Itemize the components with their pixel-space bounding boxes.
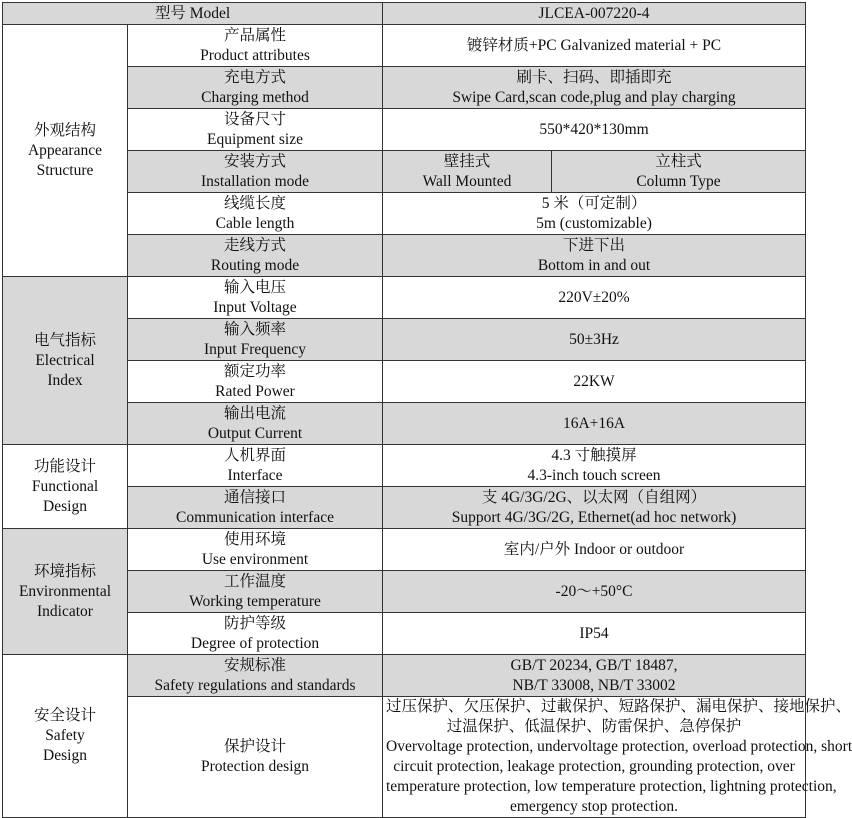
param-working-temperature: 工作温度 Working temperature (128, 571, 383, 613)
value-working-temperature: -20～+50°C (383, 571, 806, 613)
param-charging-method: 充电方式 Charging method (128, 67, 383, 109)
value-communication: 支 4G/3G/2G、以太网（自组网） Support 4G/3G/2G, Ethernet(ad hoc network) (383, 487, 806, 529)
param-installation-mode: 安装方式 Installation mode (128, 151, 383, 193)
param-rated-power: 额定功率 Rated Power (128, 361, 383, 403)
param-input-frequency: 输入频率 Input Frequency (128, 319, 383, 361)
value-column-type: 立柱式 Column Type (552, 151, 806, 193)
value-input-frequency: 50±3Hz (383, 319, 806, 361)
category-functional: 功能设计 Functional Design (3, 445, 128, 529)
value-use-environment: 室内/户外 Indoor or outdoor (383, 529, 806, 571)
value-wall-mounted: 壁挂式 Wall Mounted (383, 151, 552, 193)
value-interface: 4.3 寸触摸屏 4.3-inch touch screen (383, 445, 806, 487)
value-output-current: 16A+16A (383, 403, 806, 445)
value-input-voltage: 220V±20% (383, 277, 806, 319)
param-output-current: 输出电流 Output Current (128, 403, 383, 445)
category-safety: 安全设计 Safety Design (3, 655, 128, 818)
param-product-attributes: 产品属性 Product attributes (128, 25, 383, 67)
value-cable-length: 5 米（可定制） 5m (customizable) (383, 193, 806, 235)
header-model-value: JLCEA-007220-4 (383, 3, 806, 25)
table-row (3, 655, 806, 697)
param-use-environment: 使用环境 Use environment (128, 529, 383, 571)
param-protection-degree: 防护等级 Degree of protection (128, 613, 383, 655)
value-standards: GB/T 20234, GB/T 18487, NB/T 33008, NB/T 33002 (383, 655, 806, 697)
category-electrical: 电气指标 Electrical Index (3, 277, 128, 445)
param-routing-mode: 走线方式 Routing mode (128, 235, 383, 277)
param-interface: 人机界面 Interface (128, 445, 383, 487)
spec-table (2, 2, 852, 818)
category-appearance: 外观结构 Appearance Structure (3, 25, 128, 277)
table-row (3, 529, 806, 571)
value-equipment-size: 550*420*130mm (383, 109, 806, 151)
param-input-voltage: 输入电压 Input Voltage (128, 277, 383, 319)
spec-sheet (2, 2, 852, 818)
param-equipment-size: 设备尺寸 Equipment size (128, 109, 383, 151)
value-charging-method: 刷卡、扫码、即插即充 Swipe Card,scan code,plug and play charging (383, 67, 806, 109)
value-rated-power: 22KW (383, 361, 806, 403)
param-communication: 通信接口 Communication interface (128, 487, 383, 529)
table-row (3, 445, 806, 487)
value-product-attributes: 镀锌材质+PC Galvanized material + PC (383, 25, 806, 67)
param-standards: 安规标准 Safety regulations and standards (128, 655, 383, 697)
param-cable-length: 线缆长度 Cable length (128, 193, 383, 235)
table-row (3, 25, 806, 67)
table-row (3, 277, 806, 319)
header-model-label: 型号 Model (3, 3, 383, 25)
value-routing-mode: 下进下出 Bottom in and out (383, 235, 806, 277)
value-protection-degree: IP54 (383, 613, 806, 655)
category-environmental: 环境指标 Environmental Indicator (3, 529, 128, 655)
value-protection-design: 过压保护、欠压保护、过載保护、短路保护、漏电保护、接地保护、 过温保护、低温保护、防雷保护、急停保护 Overvoltage protection, undervoltage protection, overload protection, short circuit protection, leakage protection, grounding protection, over temperature protection, low temperature protection, lightning protection, emergency stop protection. (383, 697, 806, 818)
header-row (3, 3, 806, 25)
param-protection-design: 保护设计 Protection design (128, 697, 383, 818)
